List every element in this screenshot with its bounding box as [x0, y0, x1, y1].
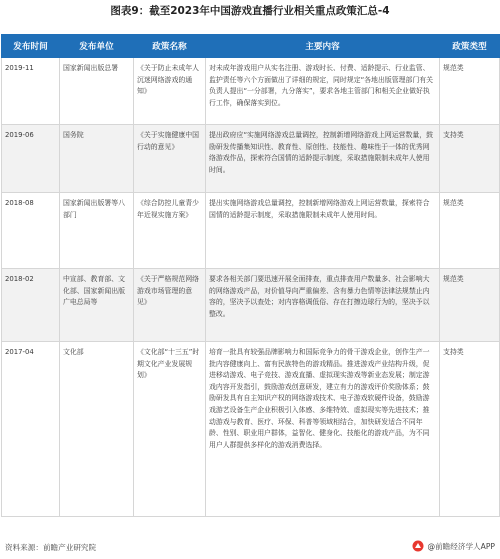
table-row — [2, 342, 500, 517]
table-row — [2, 58, 500, 125]
content-cell: 提出实施网络游戏总量调控，控制新增网络游戏上网运营数量，探索符合国情的适龄提示制度，采取措施限制未成年人使用时间。 — [206, 193, 440, 269]
type-cell: 支持类 — [440, 125, 500, 193]
content-cell: 培育一批具有较强品牌影响力和国际竞争力的骨干游戏企业，创作生产一批内容健康向上、富有民族特色的游戏精品。推进游戏产业结构升级，促进移动游戏、电子竞技、游戏直播、虚拟现实游戏等新业态发展；制定游戏内容开发指引，鼓励游戏创意研发，建立有力的游戏评价奖励体系；鼓励研发具有自主知识产权的网络游戏技术、电子游戏软硬件设备，鼓励游戏游艺设备生产企业积极引入体感、多维特效、虚拟现实等先进技术；推动游戏与教育、医疗、环保、科普等领域相结合，加快研发适合不同年龄、性别、职业用户群体，益智化、健身化、技能化的游戏产品，为不同用户人群提供多样化的游戏消费选择。 — [206, 342, 440, 517]
date-cell: 2017-04 — [2, 342, 60, 517]
policy-name-cell: 《综合防控儿童青少年近视实施方案》 — [134, 193, 206, 269]
table-row — [2, 193, 500, 269]
brand-label: @前瞻经济学人APP — [427, 541, 495, 551]
date-cell: 2018-08 — [2, 193, 60, 269]
date-cell: 2019-11 — [2, 58, 60, 125]
issuer-cell: 国家新闻出版总署 — [60, 58, 134, 125]
brand-logo-icon — [412, 540, 424, 552]
policy-name-cell: 《文化部“十三五”时期文化产业发展规划》 — [134, 342, 206, 517]
type-cell: 规范类 — [440, 58, 500, 125]
table-header-row — [2, 35, 500, 58]
table-row — [2, 125, 500, 193]
header-issuer: 发布单位 — [60, 35, 134, 58]
content-cell: 对未成年游戏用户从实名注册、游戏时长、付费、适龄提示、行业监管、监护责任等六个方面做出了详细的规定，同时规定“各地出版管理部门有关负责人提出“一分部署，九分落实”，要求各地主管部门和相关企业做好执行工作，确保落实到位。 — [206, 58, 440, 125]
policy-name-cell: 《关于防止未成年人沉迷网络游戏的通知》 — [134, 58, 206, 125]
date-cell: 2019-06 — [2, 125, 60, 193]
table-row — [2, 269, 500, 342]
issuer-cell: 国家新闻出版署等八部门 — [60, 193, 134, 269]
header-date: 发布时间 — [2, 35, 60, 58]
header-content: 主要内容 — [206, 35, 440, 58]
date-cell: 2018-02 — [2, 269, 60, 342]
footer — [0, 537, 500, 559]
content-cell: 提出政府应“实施网络游戏总量调控，控制新增网络游戏上网运营数量，鼓励研发传播集知识性、教育性、原创性、技能性、趣味性于一体的优秀网络游戏作品，探索符合国情的适龄提示制度，采取措施限制未成年人使用时间。 — [206, 125, 440, 193]
type-cell: 支持类 — [440, 342, 500, 517]
content-cell: 要求各相关部门要迅速开展全面排查，重点排查用户数量多、社会影响大的网络游戏产品，对价值导向严重偏差、含有暴力色情等法律法规禁止内容的，坚决予以查处；对内容格调低俗、存在打擦边球行为的，坚决予以整改。 — [206, 269, 440, 342]
chart-title: 图表9：截至2023年中国游戏直播行业相关重点政策汇总-4 — [110, 5, 390, 17]
issuer-cell: 国务院 — [60, 125, 134, 193]
header-policy-name: 政策名称 — [134, 35, 206, 58]
issuer-cell: 中宣部、教育部、文化部、国家新闻出版广电总局等 — [60, 269, 134, 342]
issuer-cell: 文化部 — [60, 342, 134, 517]
type-cell: 规范类 — [440, 269, 500, 342]
policy-name-cell: 《关于严格规范网络游戏市场管理的意见》 — [134, 269, 206, 342]
source-note: 资料来源：前瞻产业研究院 — [5, 543, 97, 552]
policy-table — [1, 34, 500, 517]
header-type: 政策类型 — [440, 35, 500, 58]
type-cell: 规范类 — [440, 193, 500, 269]
brand — [412, 540, 495, 552]
policy-name-cell: 《关于实施健康中国行动的意见》 — [134, 125, 206, 193]
